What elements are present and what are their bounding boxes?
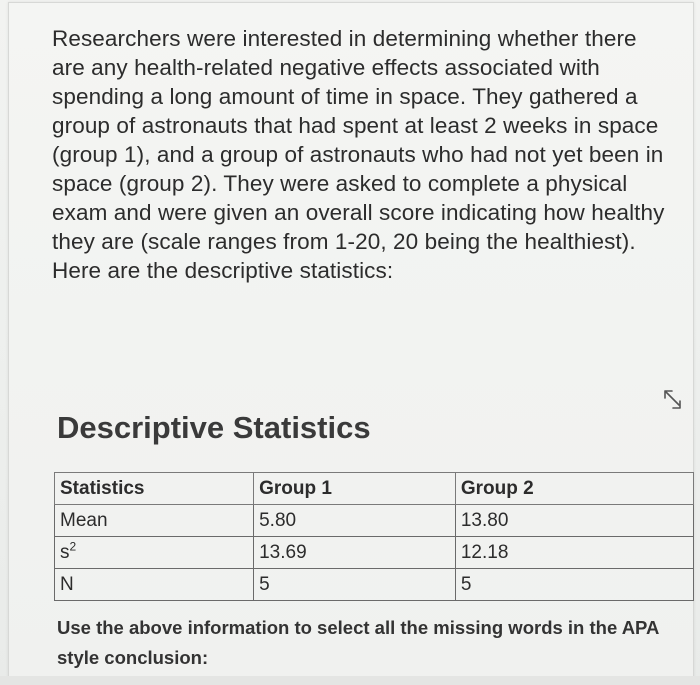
group-1-value: 5 — [254, 569, 456, 601]
table-header-row — [55, 473, 694, 505]
row-label — [55, 505, 254, 537]
instruction-text: Use the above information to select all the missing words in the APA style conclusion: — [57, 617, 659, 668]
header-statistics: Statistics — [55, 473, 254, 505]
descriptive-statistics-table — [54, 472, 694, 601]
row-label-text: s — [60, 541, 70, 563]
mouse-pointer-icon — [662, 388, 684, 412]
group-2-value: 13.80 — [455, 505, 693, 537]
header-group-2: Group 2 — [455, 473, 693, 505]
row-label — [55, 537, 254, 569]
question-text: Researchers were interested in determining whether there are any health-related negative effects associated with spending a long amount of time in space. They gathered a group of astronauts that had spent at least 2 weeks in space (group 1), and a group of astronauts who had not yet been in space (group 2). They were asked to complete a physical exam and were given an overall score indicating how healthy they are (scale ranges from 1-20, 20 being the healthiest). Here are the descriptive statistics: — [52, 26, 665, 283]
table-row — [55, 537, 694, 569]
table-row — [55, 569, 694, 601]
row-label-superscript: 2 — [69, 539, 77, 554]
group-2-value: 12.18 — [455, 537, 693, 569]
group-1-value: 13.69 — [254, 537, 456, 569]
table-row — [55, 505, 694, 537]
section-heading: Descriptive Statistics — [57, 410, 371, 445]
header-group-1: Group 1 — [254, 473, 456, 505]
row-label — [55, 569, 254, 601]
group-1-value: 5.80 — [254, 505, 456, 537]
row-label-text: N — [60, 573, 74, 595]
bottom-divider — [0, 676, 700, 685]
row-label-text: Mean — [60, 509, 108, 531]
group-2-value: 5 — [455, 569, 693, 601]
